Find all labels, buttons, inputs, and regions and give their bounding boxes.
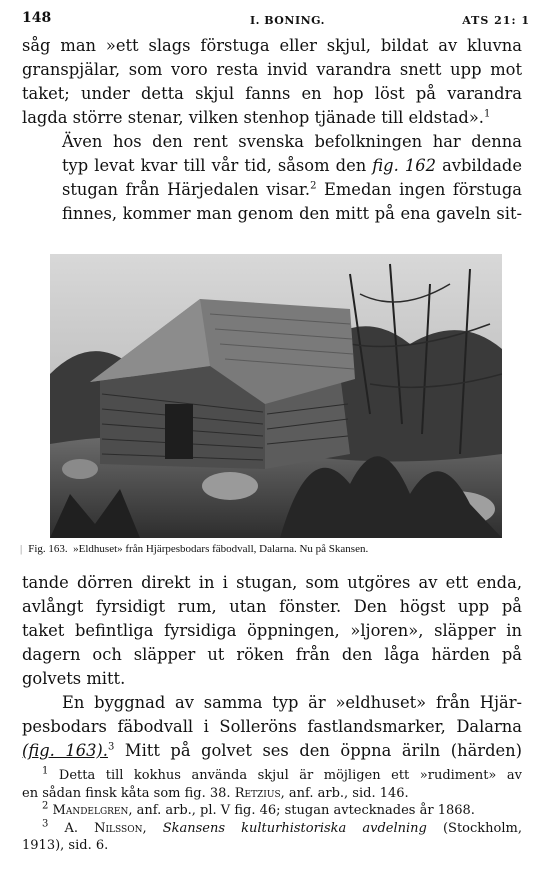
text-line: Även hos den rent svenska befolkningen har denna [62, 132, 522, 151]
text-line [22, 767, 522, 785]
text-span: avbildade [435, 156, 522, 175]
text-span: Detta till kokhus använda skjul är möjligen ett »rudiment» av [58, 768, 522, 783]
text-line: tande dörren direkt in i stugan, som utgöres av ett enda, [22, 573, 522, 592]
text-line [22, 106, 522, 130]
footnote-number: 2 [42, 800, 49, 812]
series-label: ATS 21: 1 [462, 14, 530, 27]
text-line: granspjälar, som voro resta invid varandra snett upp mot [22, 60, 522, 79]
book-title: Skansens kulturhistoriska avdelning [162, 820, 427, 836]
footnote-number: 3 [42, 818, 49, 830]
paragraph-1 [22, 34, 522, 130]
footnote-ref: 3 [107, 741, 115, 753]
footnote-2 [22, 802, 522, 820]
text-line [22, 785, 522, 803]
footnotes [22, 767, 522, 855]
text-span: stugan från Härjedalen visar. [62, 180, 311, 199]
text-line: dagern och släpper ut röken från den låga härden på [22, 645, 522, 664]
text-line [22, 178, 522, 202]
page-header [22, 10, 530, 32]
text-line [22, 739, 522, 763]
author-name: Retzius [234, 785, 281, 801]
text-block-top [22, 34, 522, 226]
caption-number: Fig. 163. [28, 543, 68, 555]
text-line: 1913), sid. 6. [22, 838, 109, 853]
running-title: I. BONING. [250, 14, 325, 27]
footnote-1 [22, 767, 522, 802]
text-span: , anf. arb., sid. 146. [280, 785, 409, 801]
author-name: A. Nilsson [64, 820, 143, 836]
figure-ref: (fig. 163). [22, 741, 108, 760]
text-line [22, 154, 522, 178]
text-span: (Stockholm, [426, 820, 522, 836]
text-span: typ levat kvar till vår tid, såsom den [62, 156, 373, 175]
text-line: avlångt fyrsidigt rum, utan fönster. Den högst upp på [22, 597, 522, 616]
text-span: Emedan ingen förstuga [316, 180, 522, 199]
text-span: , anf. arb., pl. V fig. 46; stugan avtecknades år 1868. [128, 803, 475, 818]
paragraph-4 [22, 691, 522, 763]
text-line: pesbodars fäbodvall i Solleröns fastlandsmarker, Dalarna [22, 717, 522, 736]
text-line: $^3$ A. Nilsson, Skansens kulturhistoriska avdelning (Stockholm, [42, 818, 522, 836]
text-line [22, 802, 522, 820]
text-line: såg man »ett slags förstuga eller skjul, bildat av kluvna [22, 36, 522, 55]
text-line: taket befintliga fyrsidiga öppningen, »ljoren», släpper in [22, 621, 522, 640]
text-span: lagda större stenar, vilken stenhop tjänade till eldstad». [22, 108, 484, 127]
text-line: taket; under detta skjul fanns en hop löst på varandra [22, 84, 522, 103]
text-line: finnes, kommer man genom den mitt på ena gaveln sit- [62, 204, 522, 223]
footnote-3 [22, 820, 522, 855]
footnote-ref: 1 [483, 108, 491, 120]
text-span: Mitt på golvet ses den öppna äriln (härden) [114, 741, 522, 760]
text-line: golvets mitt. [22, 669, 126, 688]
paragraph-2 [22, 130, 522, 226]
footnote-ref: 2 [310, 180, 317, 192]
figure-caption [20, 543, 520, 555]
page-number: 148 [22, 10, 52, 26]
text-span: en sådan finsk kåta som fig. 38. [22, 785, 235, 801]
author-name: Mandelgren [52, 803, 129, 818]
text-line: En byggnad av samma typ är »eldhuset» från Hjär- [62, 693, 522, 712]
footnote-number: 1 [42, 765, 49, 777]
caption-margin-mark: | [20, 543, 23, 555]
figure-photo [50, 254, 502, 538]
text-block-bottom [22, 571, 522, 763]
figure-ref: fig. 162 [372, 156, 436, 175]
photo-log-cabin-eldhuset [50, 254, 502, 538]
paragraph-3 [22, 571, 522, 691]
caption-text: »Eldhuset» från Hjärpesbodars fäbodvall, Dalarna. Nu på Skansen. [73, 543, 369, 555]
